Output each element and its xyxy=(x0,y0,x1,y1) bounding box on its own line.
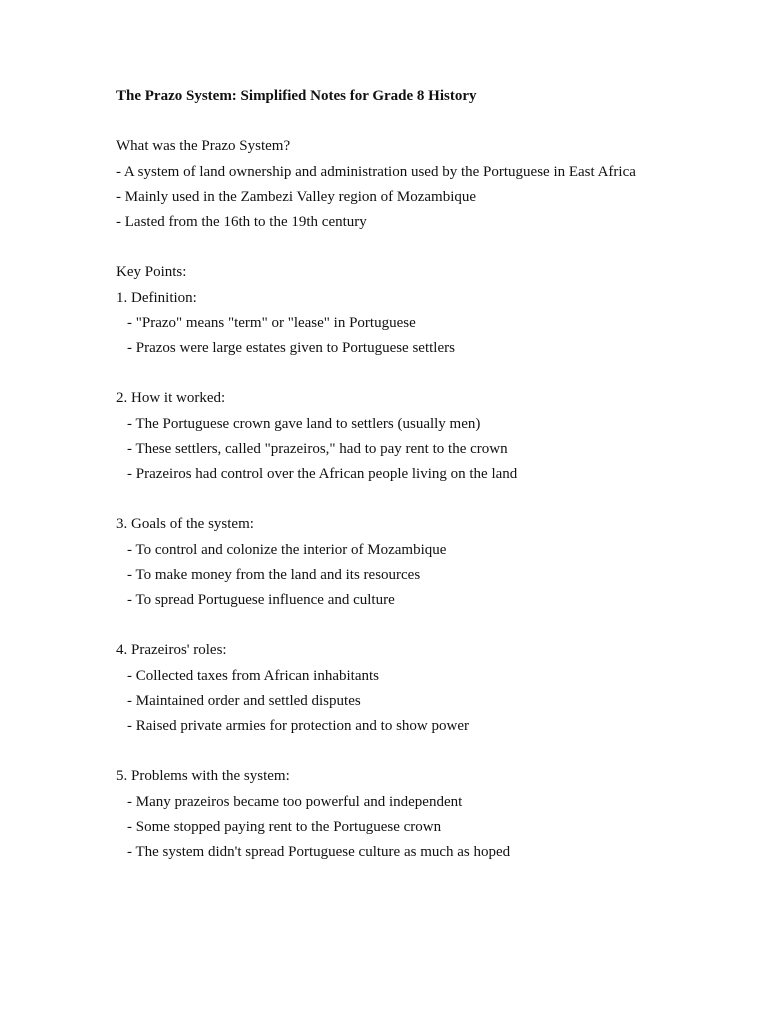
section-item: - "Prazo" means "term" or "lease" in Portuguese xyxy=(127,314,416,331)
section-how-it-worked xyxy=(116,386,726,487)
section-item: - Collected taxes from African inhabitants xyxy=(127,667,380,684)
section-goals xyxy=(116,512,726,613)
document-body xyxy=(116,84,726,865)
section-item: - Prazeiros had control over the African people living on the land xyxy=(127,466,518,482)
spacer xyxy=(116,235,726,260)
section-heading: 2. How it worked: xyxy=(116,390,226,407)
section-item: - To make money from the land and its resources xyxy=(127,566,421,583)
section-item: - Many prazeiros became too powerful and independent xyxy=(127,793,463,810)
section-item: - Raised private armies for protection and to show power xyxy=(127,718,469,734)
section-item: - These settlers, called "prazeiros," had to pay rent to the crown xyxy=(127,440,508,457)
section-item: - The system didn't spread Portuguese culture as much as hoped xyxy=(127,844,511,860)
section-item: - Maintained order and settled disputes xyxy=(127,692,361,709)
intro-question: What was the Prazo System? xyxy=(116,138,291,155)
spacer xyxy=(116,739,726,764)
section-item: - To spread Portuguese influence and culture xyxy=(127,592,395,608)
section-item: - The Portuguese crown gave land to settlers (usually men) xyxy=(127,415,481,432)
document-title: The Prazo System: Simplified Notes for Grade 8 History xyxy=(116,88,477,104)
section-heading: 1. Definition: xyxy=(116,289,197,306)
spacer xyxy=(116,109,726,134)
key-points-heading: Key Points: xyxy=(116,264,187,281)
section-heading: 3. Goals of the system: xyxy=(116,516,254,533)
section-heading: 5. Problems with the system: xyxy=(116,768,290,785)
intro-line: - Lasted from the 16th to the 19th century xyxy=(116,214,367,230)
section-prazeiros-roles xyxy=(116,638,726,739)
section-item: - To control and colonize the interior of Mozambique xyxy=(127,541,447,558)
section-problems xyxy=(116,764,726,865)
spacer xyxy=(116,487,726,512)
intro-line: - A system of land ownership and administration used by the Portuguese in East Africa xyxy=(116,163,636,180)
spacer xyxy=(116,361,726,386)
section-item: - Prazos were large estates given to Portuguese settlers xyxy=(127,340,455,356)
section-heading: 4. Prazeiros' roles: xyxy=(116,642,227,659)
section-definition xyxy=(116,286,726,362)
spacer xyxy=(116,613,726,638)
intro-line: - Mainly used in the Zambezi Valley region of Mozambique xyxy=(116,188,477,205)
section-item: - Some stopped paying rent to the Portuguese crown xyxy=(127,818,442,835)
